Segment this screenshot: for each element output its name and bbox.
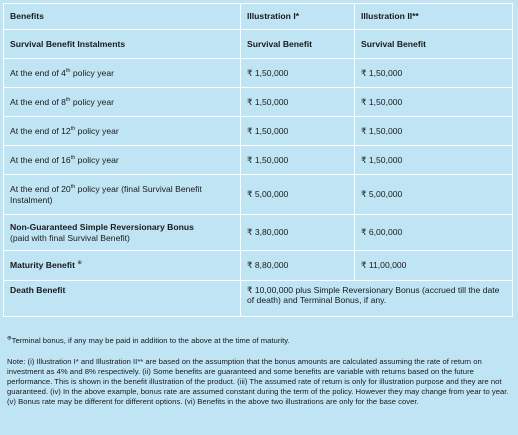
bonus-title: Non-Guaranteed Simple Reversionary Bonus (10, 222, 194, 233)
benefits-table (3, 3, 513, 317)
death-row (4, 281, 513, 317)
table-row (4, 117, 513, 146)
row-label (4, 146, 241, 175)
header-benefits: Benefits (4, 4, 241, 30)
row-label (4, 59, 241, 88)
subheader-row (4, 30, 513, 59)
row-label-text: policy year (final Survival Benefit Instalment) (10, 184, 202, 205)
header-illustration-1: Illustration I* (241, 4, 355, 30)
header-illustration-2: Illustration II** (355, 4, 513, 30)
row-label-text: policy year (75, 125, 119, 136)
table-row (4, 59, 513, 88)
table-row (4, 88, 513, 117)
bonus-subtitle: (paid with final Survival Benefit) (10, 232, 130, 243)
row-label-text: At the end of 4 (10, 67, 66, 78)
footnote-symbol: ⊕ (7, 335, 12, 342)
maturity-row (4, 251, 513, 281)
ordinal-suffix: th (65, 67, 71, 74)
footnote-text: Terminal bonus, if any may be paid in addition to the above at the time of maturity. (11, 336, 290, 345)
note-paragraph: Note: (i) Illustration I* and Illustration II** are based on the assumption that the bonus amounts are calculated assuming the rate of return on investment as 4% and 8% respectively. (ii) Some benefits are guaranteed and some benefits are variable with returns based on the future performance. This is shown in the benefit illustration of the product. (iii) The assumed rate of return is only for illustration purpose and they are not guaranteed. (iv) In the above example, bonus rate are assumed constant during the term of the policy. However they may change from year to year. (v) Bonus rate may be different for different options. (vi) Benefits in the above two illustrations are only for the base cover. (7, 357, 509, 406)
value-illustration-2: ₹ 5,00,000 (355, 175, 513, 215)
row-label-text: At the end of 8 (10, 96, 66, 107)
bonus-label (4, 215, 241, 251)
death-label: Death Benefit (4, 281, 241, 317)
terminal-bonus-marker: ⊕ (77, 260, 82, 267)
row-label-text: At the end of 16 (10, 154, 71, 165)
row-label-text: At the end of 12 (10, 125, 71, 136)
value-illustration-1: ₹ 1,50,000 (241, 59, 355, 88)
row-label-text: policy year (70, 96, 114, 107)
subheader-survival-benefit-2: Survival Benefit (355, 30, 513, 59)
maturity-label (4, 251, 241, 281)
row-label (4, 175, 241, 215)
value-illustration-1: ₹ 8,80,000 (241, 251, 355, 281)
value-illustration-2: ₹ 1,50,000 (355, 88, 513, 117)
value-illustration-2: ₹ 1,50,000 (355, 59, 513, 88)
subheader-survival-instalments: Survival Benefit Instalments (4, 30, 241, 59)
ordinal-suffix: th (70, 154, 76, 161)
value-illustration-1: ₹ 3,80,000 (241, 215, 355, 251)
value-illustration-1: ₹ 1,50,000 (241, 117, 355, 146)
value-illustration-1: ₹ 1,50,000 (241, 146, 355, 175)
value-illustration-2: ₹ 1,50,000 (355, 146, 513, 175)
row-label-text: policy year (70, 67, 114, 78)
bonus-row (4, 215, 513, 251)
value-illustration-2: ₹ 11,00,000 (355, 251, 513, 281)
value-illustration-1: ₹ 1,50,000 (241, 88, 355, 117)
footnote (7, 336, 512, 346)
row-label-text: At the end of 20 (10, 184, 71, 195)
table-row (4, 175, 513, 215)
row-label-text: policy year (75, 154, 119, 165)
maturity-title: Maturity Benefit (10, 260, 75, 271)
ordinal-suffix: th (70, 125, 76, 132)
value-illustration-2: ₹ 6,00,000 (355, 215, 513, 251)
table-header-row (4, 4, 513, 30)
ordinal-suffix: th (70, 184, 76, 191)
death-value: ₹ 10,00,000 plus Simple Reversionary Bonus (accrued till the date of death) and Terminal Bonus, if any. (241, 281, 513, 317)
ordinal-suffix: th (65, 96, 71, 103)
subheader-survival-benefit-1: Survival Benefit (241, 30, 355, 59)
row-label (4, 117, 241, 146)
value-illustration-1: ₹ 5,00,000 (241, 175, 355, 215)
row-label (4, 88, 241, 117)
table-row (4, 146, 513, 175)
value-illustration-2: ₹ 1,50,000 (355, 117, 513, 146)
